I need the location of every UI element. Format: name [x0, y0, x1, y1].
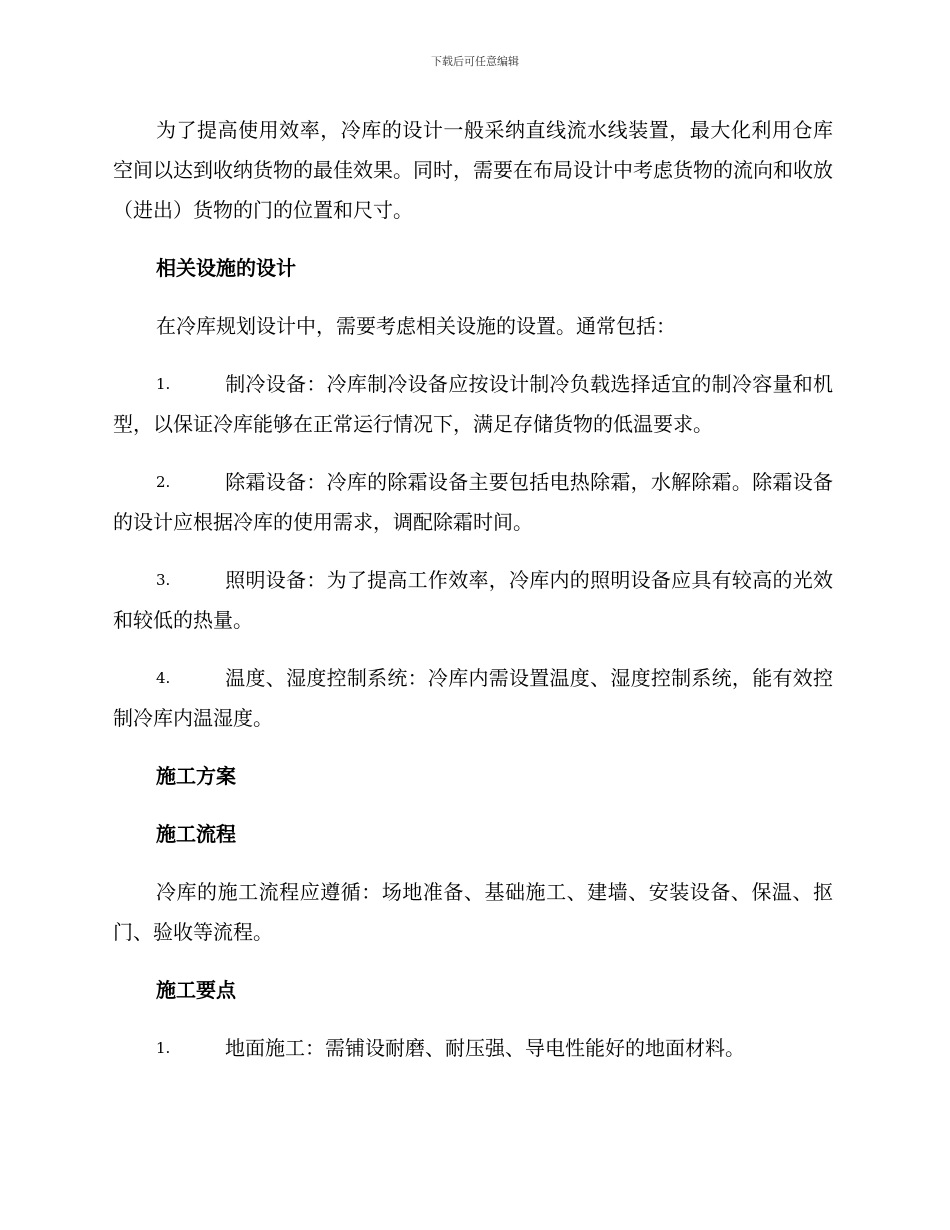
list-text: 除霜设备：冷库的除霜设备主要包括电热除霜，水解除霜。除霜设备的设计应根据冷库的使用需求，调配除霜时间。: [113, 470, 833, 534]
list-item: [113, 364, 833, 444]
list-number: 2.: [156, 473, 171, 491]
list-text: 地面施工：需铺设耐磨、耐压强、导电性能好的地面材料。: [225, 1036, 745, 1060]
list-number: 1.: [156, 375, 171, 393]
heading-construction-points: 施工要点: [156, 978, 236, 1002]
document-body: [113, 110, 833, 1086]
list-text: 制冷设备：冷库制冷设备应按设计制冷负载选择适宜的制冷容量和机型，以保证冷库能够在正常运行情况下，满足存储货物的低温要求。: [113, 372, 833, 436]
process-paragraph: 冷库的施工流程应遵循：场地准备、基础施工、建墙、安装设备、保温、抠门、验收等流程。: [113, 880, 833, 944]
list-number: 3.: [156, 571, 171, 589]
list-text: 照明设备：为了提高工作效率，冷库内的照明设备应具有较高的光效和较低的热量。: [113, 568, 833, 632]
list-number: 1.: [156, 1039, 171, 1057]
facilities-intro-paragraph: 在冷库规划设计中，需要考虑相关设施的设置。通常包括：: [156, 314, 676, 338]
heading-facilities: 相关设施的设计: [156, 256, 296, 280]
intro-paragraph: 为了提高使用效率，冷库的设计一般采纳直线流水线装置，最大化利用仓库空间以达到收纳货物的最佳效果。同时，需要在布局设计中考虑货物的流向和收放（进出）货物的门的位置和尺寸。: [113, 118, 833, 222]
list-text: 温度、湿度控制系统：冷库内需设置温度、湿度控制系统，能有效控制冷库内温湿度。: [113, 666, 833, 730]
heading-construction-process: 施工流程: [156, 822, 236, 846]
heading-construction-plan: 施工方案: [156, 764, 236, 788]
list-item: [113, 462, 833, 542]
list-item: [113, 560, 833, 640]
list-number: 4.: [156, 669, 171, 687]
list-item: [113, 658, 833, 738]
list-item: [113, 1028, 833, 1068]
page-header-note: 下载后可任意编辑: [431, 55, 519, 68]
